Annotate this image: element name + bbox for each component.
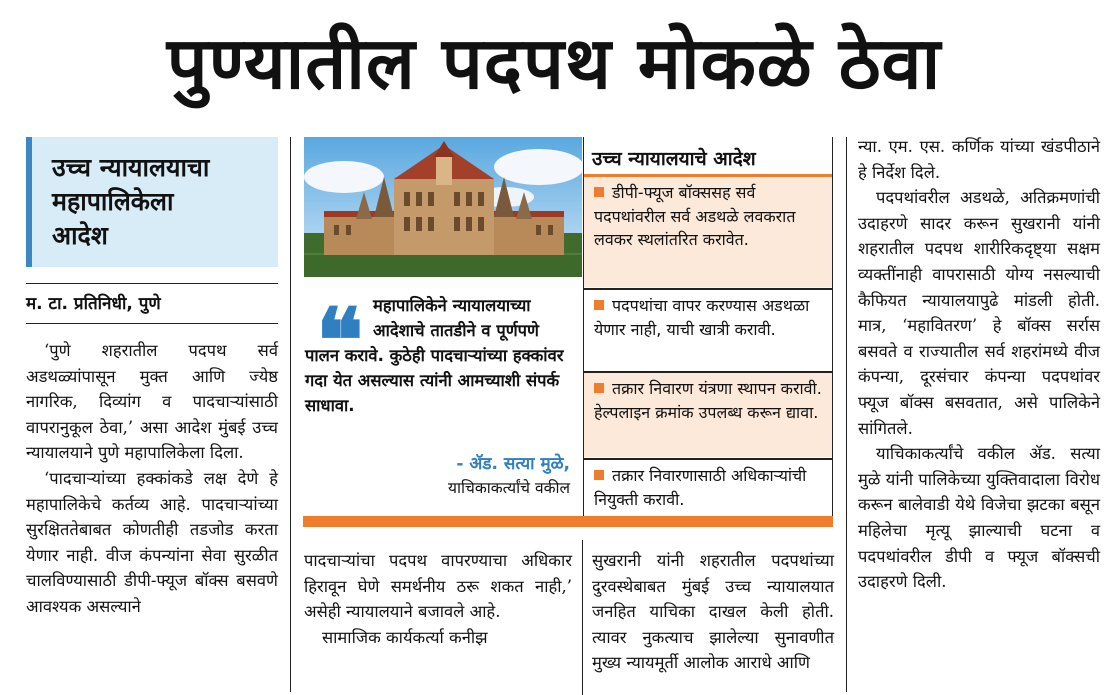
orange-divider-bar — [303, 516, 833, 527]
bullet-square-icon — [594, 300, 604, 310]
sidebar-title-line: उच्च न्यायालयाचा — [52, 153, 210, 182]
byline-rule-top — [26, 283, 278, 284]
paragraph: पदपथांवरील अडथळे, अतिक्रमणांची उदाहरणे सादर करून सुखरानी यांनी शहरातील पदपथ शारीरिकदृष्ट्या सक्षम व्यक्तींनाही वापरासाठी योग्य नसल्याची कैफियत न्यायालयापुढे मांडली होती. मात्र, ‘महावितरण’ हे बॉक्स सर्रास बसवते व राज्यातील सर्व शहरांमध्ये वीज कंपन्या, दूरसंचार कंपन्या पदपथांवर फ्यूज बॉक्स बसवतात, असे पालिकेने सांगितले. — [858, 188, 1100, 438]
orders-title: उच्च न्यायालयाचे आदेश — [584, 137, 832, 177]
high-court-photo — [304, 137, 582, 277]
high-court-illustration — [304, 137, 582, 277]
column-3-body — [592, 548, 834, 676]
order-item — [584, 373, 832, 457]
column-1-body — [26, 338, 278, 620]
bullet-square-icon — [594, 470, 604, 480]
order-item-text: तक्रार निवारण यंत्रणा स्थापन करावी. हेल्पलाइन क्रमांक उपलब्ध करून द्यावा. — [594, 379, 822, 422]
orders-panel-border — [583, 137, 584, 517]
paragraph: सुखरानी यांनी शहरातील पदपथांच्या दुरवस्थेबाबत मुंबई उच्च न्यायालयात जनहित याचिका दाखल केली होती. त्यावर नुकत्याच झालेल्या सुनावणीत मुख्य न्यायमूर्ती आलोक आराधे आणि — [592, 551, 834, 673]
orders-panel-border — [832, 137, 833, 517]
byline: म. टा. प्रतिनिधी, पुणे — [26, 294, 161, 314]
order-item-text: डीपी-फ्यूज बॉक्ससह सर्व पदपथांवरील सर्व अडथळे लवकरात लवकर स्थलांतरित करावेत. — [594, 183, 796, 249]
paragraph: याचिकाकर्त्यांचे वकील ॲड. सत्या मुळे यांनी पालिकेच्या युक्तिवादाला विरोध करून बालेवाडी येथे विजेचा झटका बसून महिलेचा मृत्यू झाल्याची घटना व पदपथांवरील डीपी व फ्यूज बॉक्सची उदाहरणे दिली. — [858, 444, 1100, 592]
paragraph: सामाजिक कार्यकर्त्या कनीझ — [322, 627, 488, 647]
order-item-text: पदपथांचा वापर करण्यास अडथळा येणार नाही, याची खात्री करावी. — [594, 296, 810, 339]
order-item — [584, 290, 832, 370]
pull-quote-text: महापालिकेने न्यायालयाच्या आदेशाचे तातडीने व पूर्णपणे पालन करावे. कुठेही पादचाऱ्यांच्या हक्कांवर गदा येत असल्यास त्यांनी आमच्याशी संपर्क साधावा. — [305, 296, 564, 415]
column-rule-3 — [582, 540, 583, 695]
column-4-body — [858, 134, 1100, 595]
quote-mark-icon: ❝ — [316, 288, 364, 392]
sidebar-title — [52, 151, 272, 253]
column-2-body — [304, 548, 572, 650]
order-item-text: तक्रार निवारणासाठी अधिकाऱ्यांची नियुक्ती करावी. — [594, 466, 807, 509]
paragraph: न्या. एम. एस. कर्णिक यांच्या खंडपीठाने हे निर्देश दिले. — [858, 137, 1100, 182]
order-item — [584, 460, 832, 516]
sidebar-title-line: महापालिकेला — [52, 187, 174, 216]
sidebar-title-line: आदेश — [52, 221, 108, 250]
pull-quote — [305, 288, 577, 418]
quote-attribution-role: याचिकाकर्त्यांचे वकील — [448, 479, 570, 497]
paragraph: पादचाऱ्यांचा पदपथ वापरण्याचा अधिकार हिरावून घेणे समर्थनीय ठरू शकत नाही,’ असेही न्यायालयाने बजावले आहे. — [304, 551, 572, 622]
paragraph: ‘पादचाऱ्यांच्या हक्कांकडे लक्ष देणे हे महापालिकेचे कर्तव्य आहे. पादचाऱ्यांच्या सुरक्षिततेबाबत कोणतीही तडजोड करता येणार नाही. वीज कंपन्यांना सेवा सुरळीत चालविण्यासाठी डीपी-फ्यूज बॉक्स बसवणे आवश्यक असल्याने — [26, 468, 278, 616]
byline-rule-bottom — [26, 323, 278, 324]
quote-attribution-name: - ॲड. सत्या मुळे, — [456, 454, 570, 474]
column-rule-2 — [846, 137, 847, 692]
bullet-square-icon — [594, 383, 604, 393]
paragraph: ‘पुणे शहरातील पदपथ सर्व अडथळ्यांपासून मुक्त आणि ज्येष्ठ नागरिक, दिव्यांग व पादचाऱ्यांसाठी वापरानुकूल ठेवा,’ असा आदेश मुंबई उच्च न्यायालयाने पुणे महापालिकेला दिला. — [26, 341, 278, 463]
column-rule-1 — [290, 137, 291, 692]
headline: पुण्यातील पदपथ मोकळे ठेवा — [166, 21, 942, 105]
bullet-square-icon — [594, 187, 604, 197]
order-item — [584, 177, 832, 287]
